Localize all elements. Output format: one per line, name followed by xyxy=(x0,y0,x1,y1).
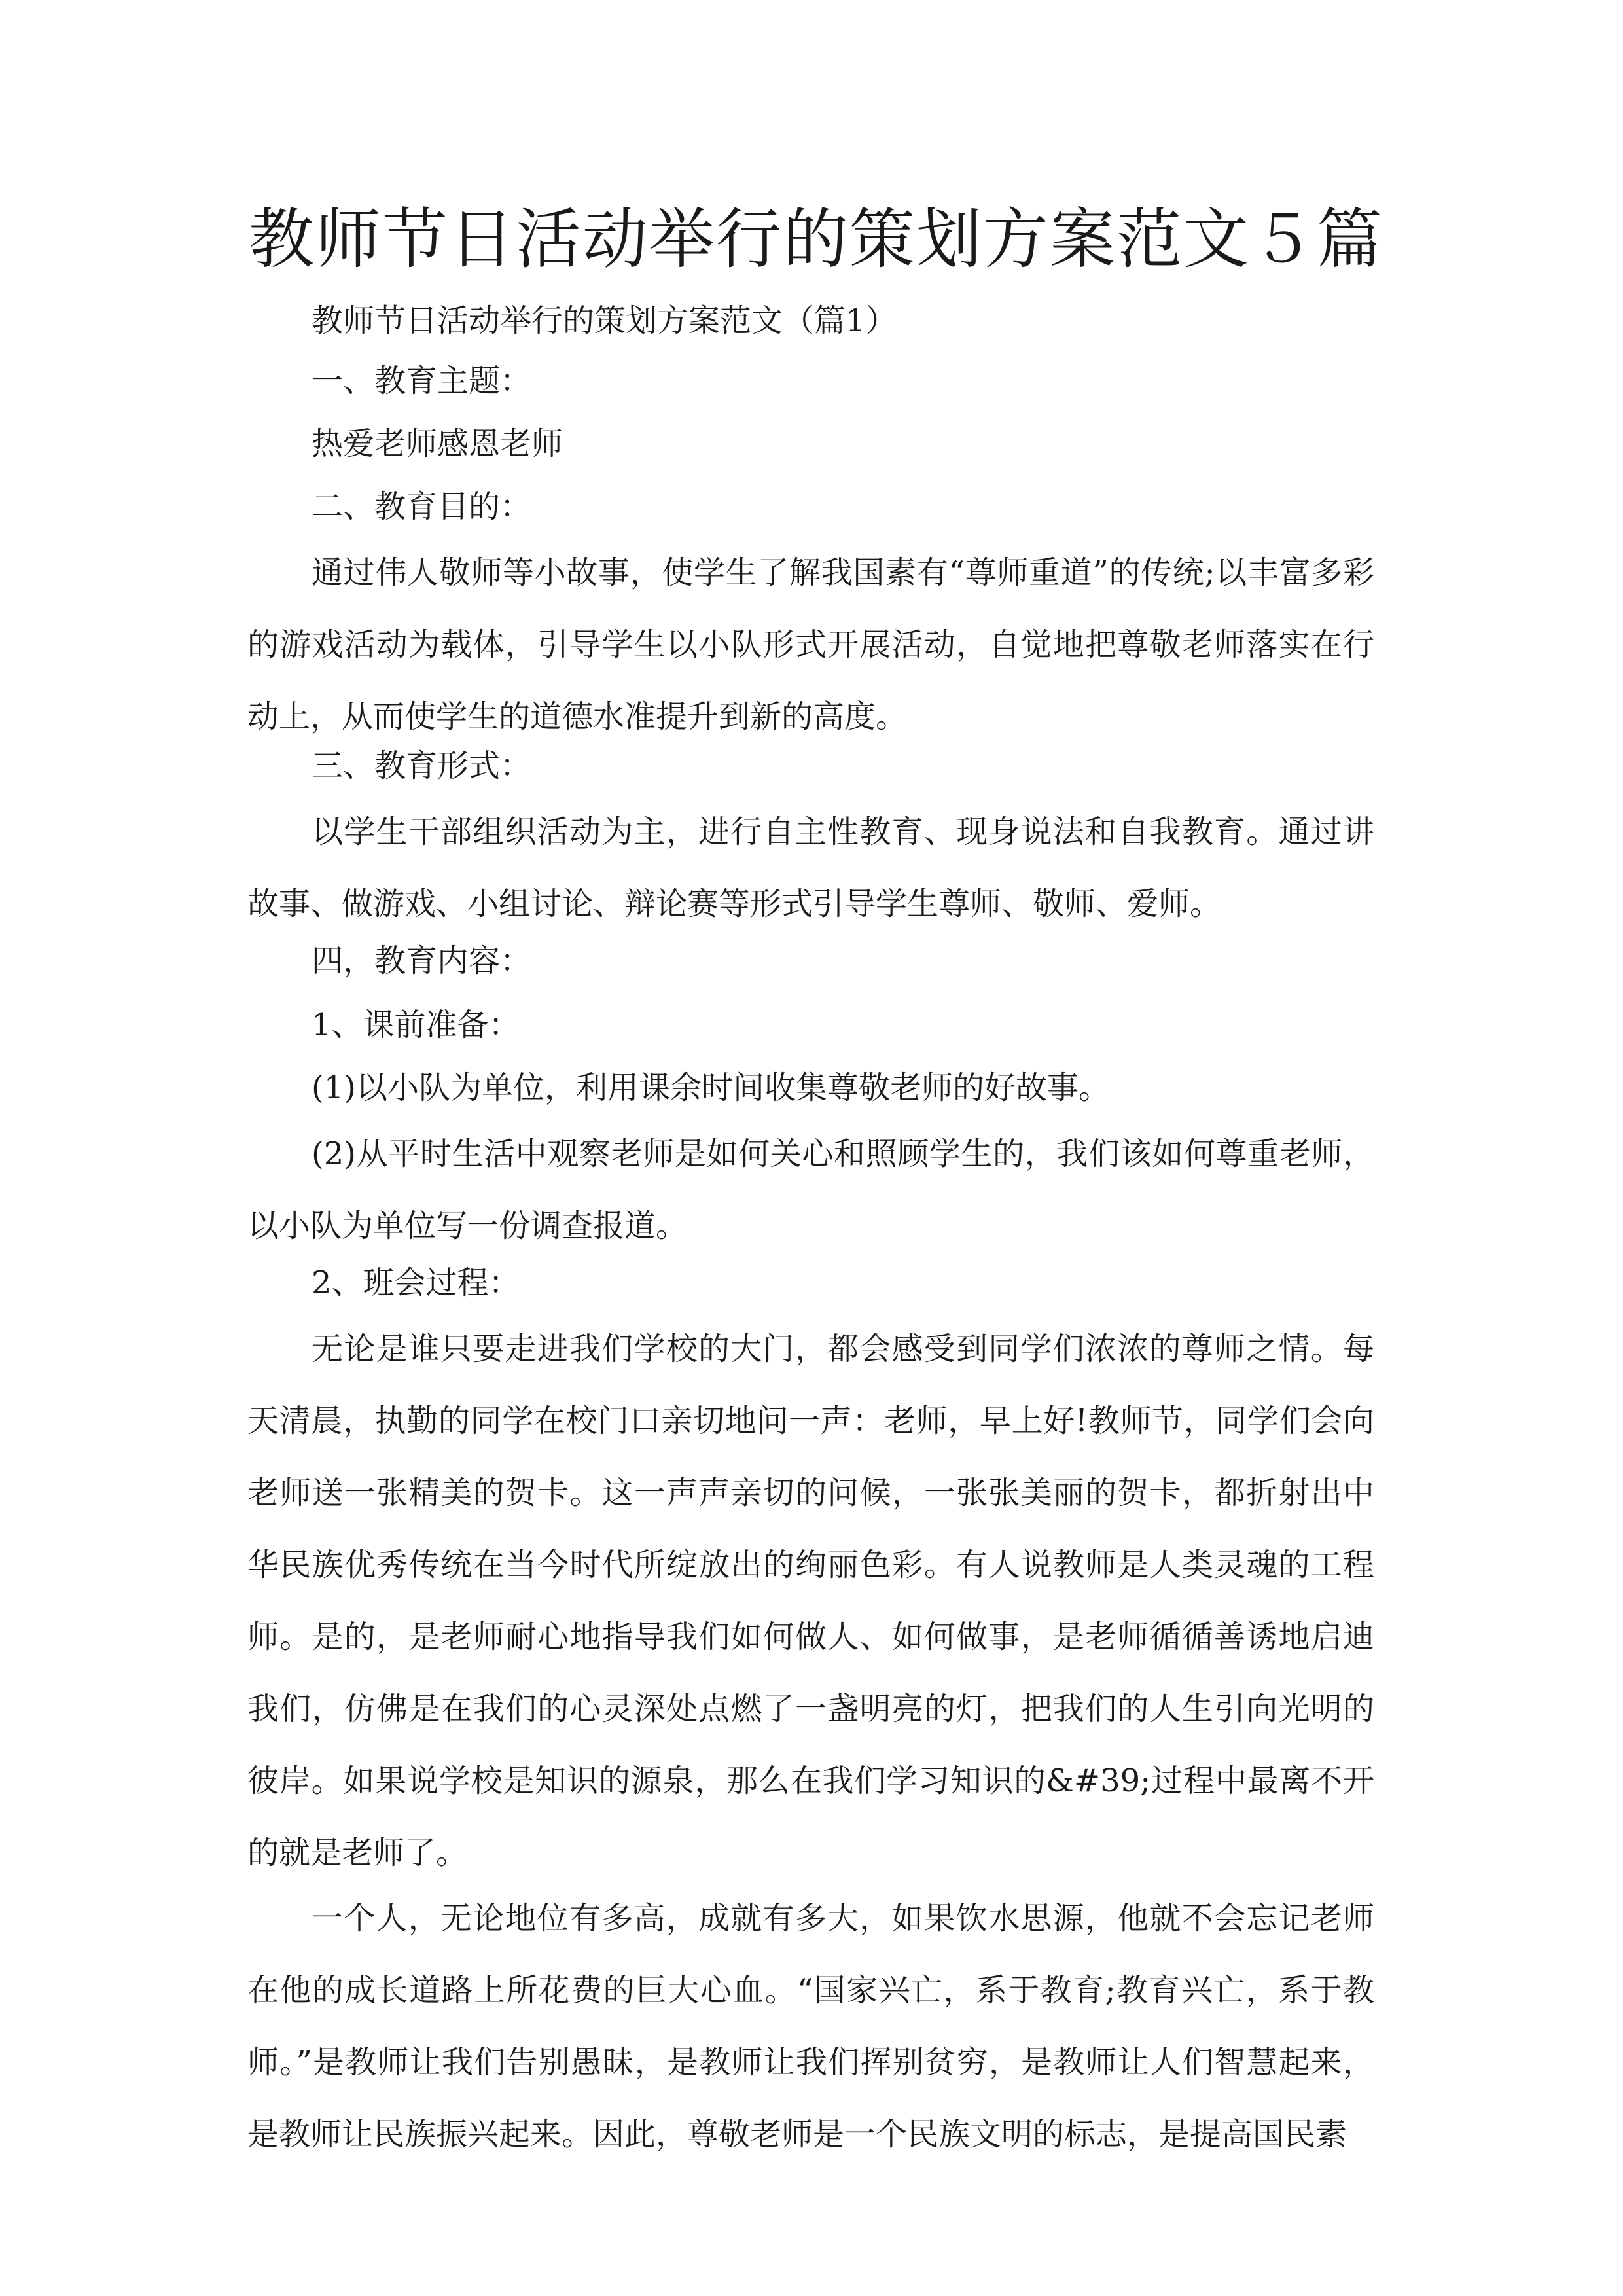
heading-form: 三、教育形式： xyxy=(312,747,532,784)
document-title: 教师节日活动举行的策划方案范文５篇 xyxy=(249,201,1383,278)
theme-text: 热爱老师感恩老师 xyxy=(312,425,563,462)
list-item: (1)以小队为单位，利用课余时间收集尊敬老师的好故事。 xyxy=(312,1069,1110,1106)
paragraph-purpose: 通过伟人敬师等小故事，使学生了解我国素有“尊师重道”的传统;以丰富多彩的游戏活动为载体，引导学生以小队形式开展活动，自觉地把尊敬老师落实在行动上，从而使学生的道德水准提升到新的高度。 xyxy=(247,554,1374,735)
section-subtitle: 教师节日活动举行的策划方案范文（篇1） xyxy=(312,302,897,339)
heading-purpose: 二、教育目的： xyxy=(312,488,532,525)
paragraph-respect: 一个人，无论地位有多高，成就有多大，如果饮水思源，他就不会忘记老师在他的成长道路上所花费的巨大心血。“国家兴亡，系于教育;教育兴亡，系于教师。”是教师让我们告别愚昧，是教师让我们挥别贫穷，是教师让人们智慧起来，是教师让民族振兴起来。因此，尊敬老师是一个民族文明的标志，是提高国民素 xyxy=(247,1900,1374,2153)
heading-content: 四，教育内容： xyxy=(312,942,532,979)
paragraph-form: 以学生干部组织活动为主，进行自主性教育、现身说法和自我教育。通过讲故事、做游戏、小组讨论、辩论赛等形式引导学生尊师、敬师、爱师。 xyxy=(247,814,1374,922)
subheading-process: 2、班会过程： xyxy=(312,1265,520,1301)
paragraph-process: 无论是谁只要走进我们学校的大门，都会感受到同学们浓浓的尊师之情。每天清晨，执勤的同学在校门口亲切地问一声：老师，早上好!教师节，同学们会向老师送一张精美的贺卡。这一声声亲切的问候，一张张美丽的贺卡，都折射出中华民族优秀传统在当今时代所绽放出的绚丽色彩。有人说教师是人类灵魂的工程师。是的，是老师耐心地指导我们如何做人、如何做事，是老师循循善诱地启迪我们，仿佛是在我们的心灵深处点燃了一盏明亮的灯，把我们的人生引向光明的彼岸。如果说学校是知识的源泉，那么在我们学习知识的&#39;过程中最离不开的就是老师了。 xyxy=(247,1331,1374,1871)
subheading-preparation: 1、课前准备： xyxy=(312,1007,520,1043)
list-item: (2)从平时生活中观察老师是如何关心和照顾学生的，我们该如何尊重老师，以小队为单位写一份调查报道。 xyxy=(247,1136,1374,1244)
heading-theme: 一、教育主题： xyxy=(312,363,532,399)
